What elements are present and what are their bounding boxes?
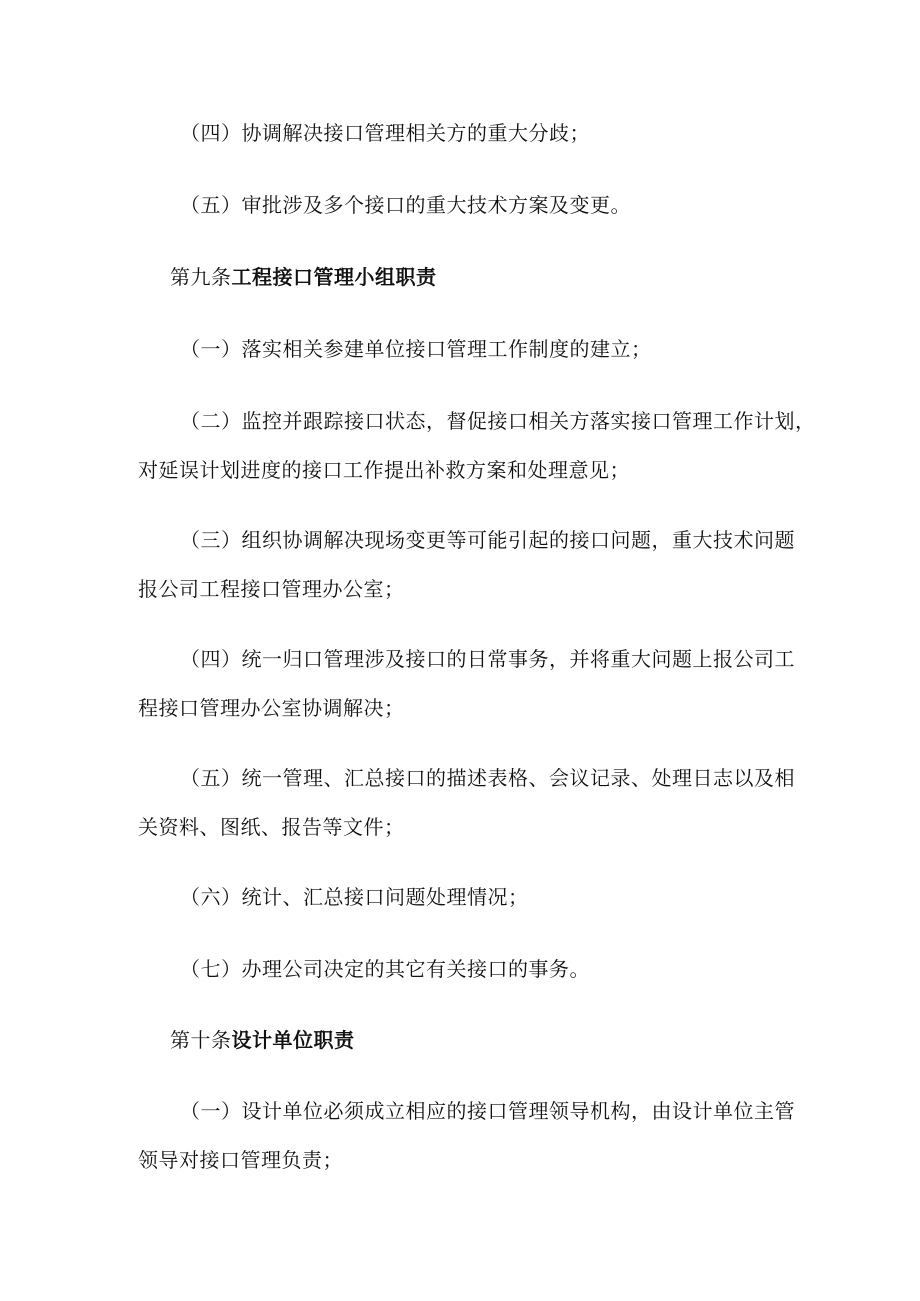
article-title: 工程接口管理小组职责: [231, 265, 437, 289]
paragraph-line: 关资料、图纸、报告等文件；: [138, 815, 405, 839]
paragraph-line: （四）协调解决接口管理相关方的重大分歧；: [180, 121, 590, 145]
paragraph-line: 领导对接口管理负责；: [138, 1148, 343, 1172]
paragraph-line: （三）组织协调解决现场变更等可能引起的接口问题，重大技术问题: [180, 528, 795, 552]
article-number: 第十条: [170, 1028, 232, 1052]
paragraph-line: 对延误计划进度的接口工作提出补救方案和处理意见；: [138, 458, 630, 482]
paragraph-line: （一）设计单位必须成立相应的接口管理领导机构，由设计单位主管: [180, 1099, 795, 1123]
paragraph-line: 报公司工程接口管理办公室；: [138, 577, 405, 601]
paragraph-line: （一）落实相关参建单位接口管理工作制度的建立；: [180, 337, 652, 361]
article-9-heading: [170, 263, 830, 291]
paragraph-line: （七）办理公司决定的其它有关接口的事务。: [180, 957, 590, 981]
paragraph-line: （二）监控并跟踪接口状态，督促接口相关方落实接口管理工作计划，: [180, 409, 816, 433]
paragraph-line: 程接口管理办公室协调解决；: [138, 696, 405, 720]
article-10-heading: [170, 1026, 830, 1054]
article-title: 设计单位职责: [231, 1028, 355, 1052]
paragraph-line: （六）统计、汇总接口问题处理情况；: [180, 885, 529, 909]
paragraph-line: （四）统一归口管理涉及接口的日常事务，并将重大问题上报公司工: [180, 647, 795, 671]
paragraph-line: （五）统一管理、汇总接口的描述表格、会议记录、处理日志以及相: [180, 766, 795, 790]
article-number: 第九条: [170, 265, 232, 289]
paragraph-line: （五）审批涉及多个接口的重大技术方案及变更。: [180, 193, 631, 217]
